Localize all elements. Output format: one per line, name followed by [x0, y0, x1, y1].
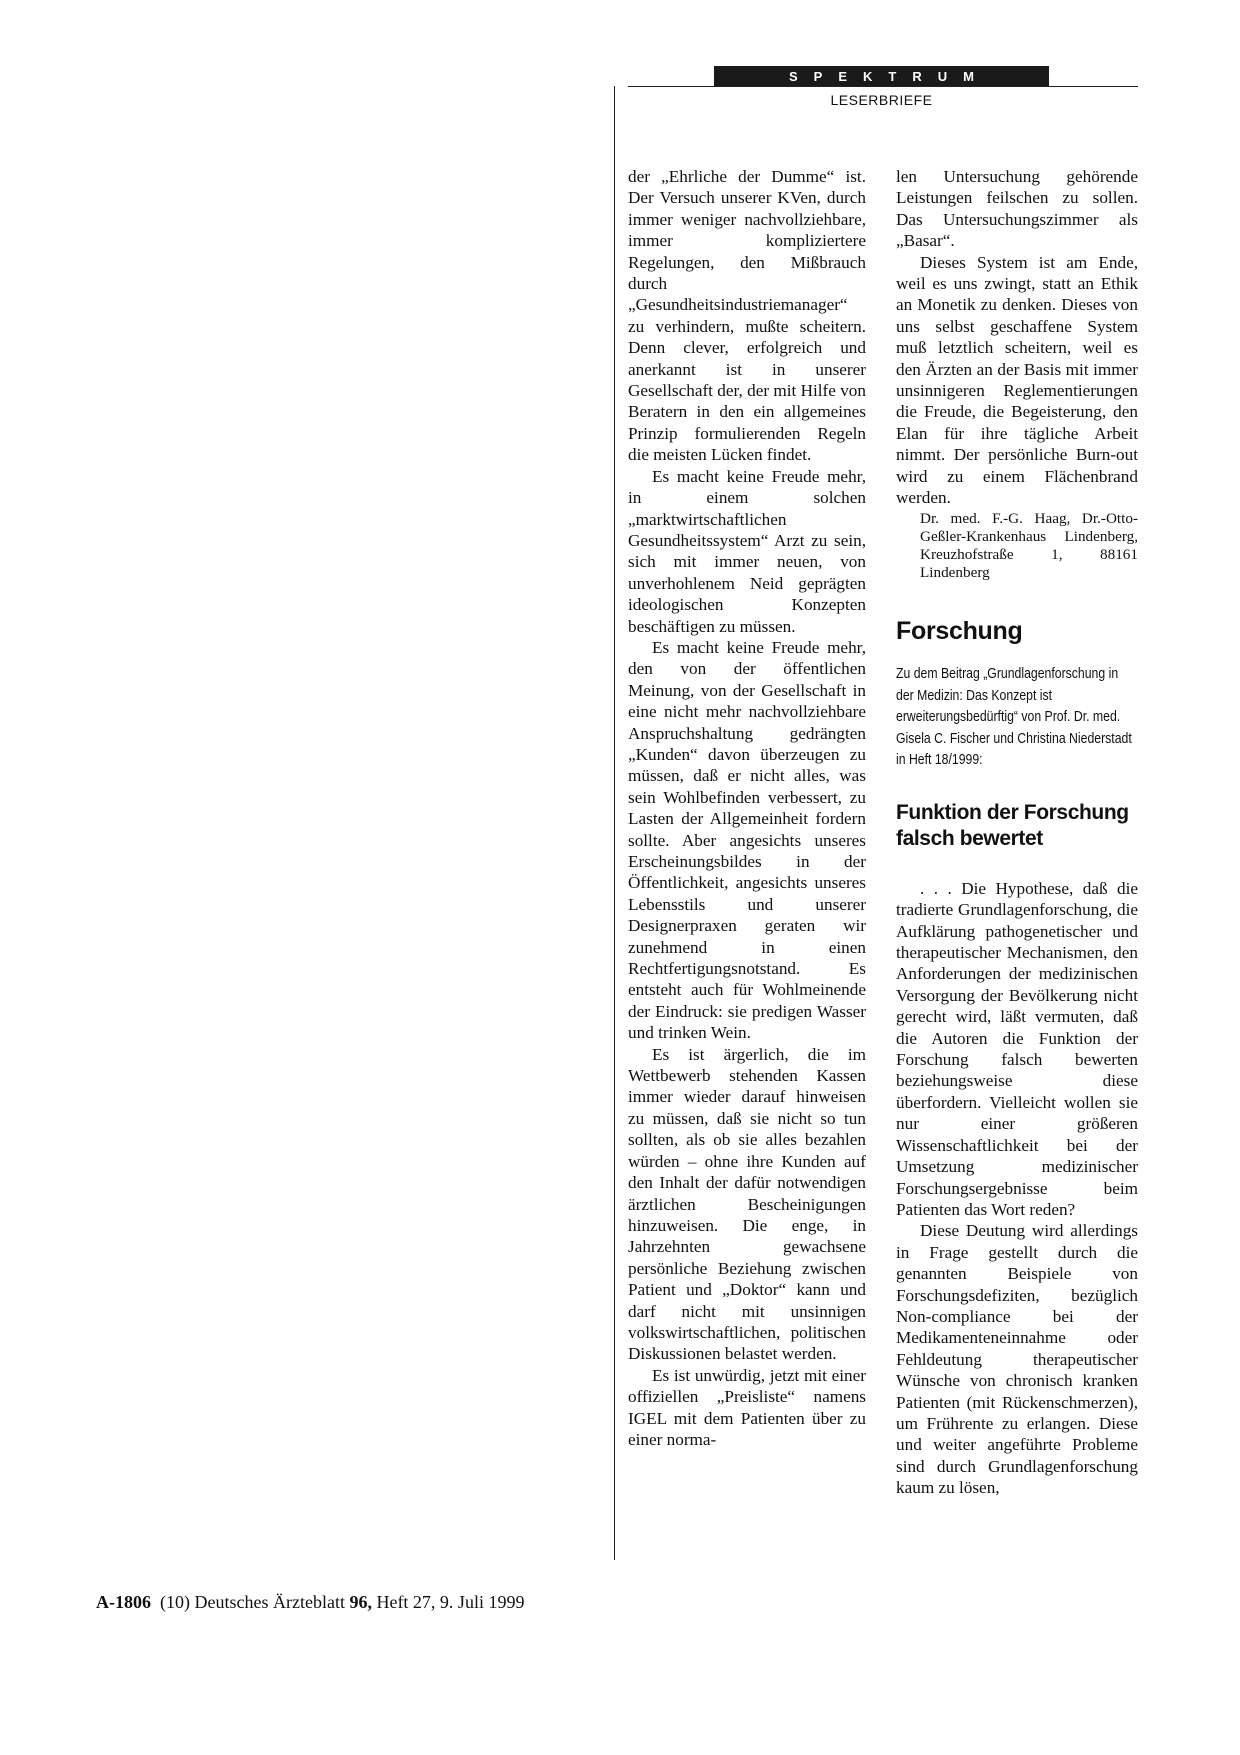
- paragraph: Es ist ärgerlich, die im Wettbewerb stehenden Kassen immer wieder darauf hinweisen zu müssen, daß sie nicht so tun sollten, als ob sie alles bezahlen würden – ohne ihre Kunden auf den Inhalt der dafür notwendigen ärztlichen Bescheinigungen hinzuweisen. Die enge, in Jahrzehnten gewachsene persönliche Beziehung zwischen Patient und „Doktor“ kann und darf nicht mit unsinnigen volkswirtschaftlichen, politischen Diskussionen belastet werden.: [628, 1044, 866, 1364]
- paragraph: Dieses System ist am Ende, weil es uns zwingt, statt an Ethik an Monetik zu denken. Dieses von uns selbst geschaffene System muß letztlich scheitern, weil es den Ärzten an der Basis mit immer unsinnigeren Reglementierungen die Freude, die Begeisterung, den Elan für ihre tägliche Arbeit nimmt. Der persönliche Burn-out wird zu einem Flächenbrand werden.: [896, 252, 1138, 508]
- paragraph: Diese Deutung wird allerdings in Frage gestellt durch die genannten Beispiele von Forschungsdefiziten, bezüglich Non-compliance bei der Medikamenteneinnahme oder Fehldeutung therapeutischer Wünsche von chronisch kranken Patienten (mit Rückenschmerzen), um Frührente zu erlangen. Diese und weiter angeführte Probleme sind durch Grundlagenforschung kaum zu lösen,: [896, 1221, 1138, 1498]
- right-column: [896, 166, 1138, 1499]
- letter-signature: Dr. med. F.-G. Haag, Dr.-Otto-Geßler-Krankenhaus Lindenberg, Kreuzhofstraße 1, 88161 Lindenberg: [920, 509, 1138, 582]
- paragraph: Es ist unwürdig, jetzt mit einer offiziellen „Preisliste“ namens IGEL mit dem Patienten über zu einer norma-: [628, 1365, 866, 1449]
- section-heading: Forschung: [896, 617, 1023, 646]
- paragraph: Es macht keine Freude mehr, den von der öffentlichen Meinung, von der Gesellschaft in eine nicht mehr nachvollziehbare Anspruchshaltung gedrängten „Kunden“ davon überzeugen zu müssen, daß er nicht alles, was sein Wohlbefinden verbessert, zu Lasten der Allgemeinheit fordern sollte. Aber angesichts unseres Erscheinungsbildes in der Öffentlichkeit, angesichts unseres Lebensstils und unserer Designerpraxen geraten wir zunehmend in einen Rechtfertigungsnotstand. Es entsteht auch für Wohlmeinende der Eindruck: sie predigen Wasser und trinken Wein.: [628, 637, 866, 1043]
- page-id: A-1806: [96, 1592, 151, 1612]
- paragraph: der „Ehrliche der Dumme“ ist. Der Versuch unserer KVen, durch immer weniger nachvollziehbare, immer kompliziertere Regelungen, den Mißbrauch durch „Gesundheitsindustriemanager“ zu verhindern, mußte scheitern. Denn clever, erfolgreich und anerkannt ist in unserer Gesellschaft der, der mit Hilfe von Beratern in den ein allgemeines Prinzip formulierenden Regeln die meisten Lücken findet.: [628, 167, 866, 465]
- article-reference: Zu dem Beitrag „Grundlagenforschung in der Medizin: Das Konzept ist erweiterungsbedürftig“ von Prof. Dr. med. Gisela C. Fischer und Christina Niederstadt in Heft 18/1999:: [896, 666, 1132, 769]
- header-rule: [628, 86, 1138, 87]
- left-column: [628, 166, 866, 1450]
- section-banner: SPEKTRUM: [714, 66, 1049, 87]
- subsection-label: LESERBRIEFE: [830, 92, 933, 108]
- paragraph: len Untersuchung gehörende Leistungen feilschen zu sollen. Das Untersuchungszimmer als „Basar“.: [896, 167, 1138, 251]
- letter-title: Funktion der Forschung falsch bewertet: [896, 800, 1129, 850]
- issue-date: Heft 27, 9. Juli 1999: [376, 1592, 525, 1612]
- volume: 96,: [349, 1592, 372, 1612]
- page-footer: [96, 1592, 524, 1613]
- page-number: (10): [160, 1592, 190, 1612]
- paragraph: . . . Die Hypothese, daß die tradierte Grundlagenforschung, die Aufklärung pathogenetischer und therapeutischer Mechanismen, den Anforderungen der medizinischen Versorgung der Bevölkerung nicht gerecht wird, läßt vermuten, daß die Autoren die Funktion der Forschung falsch bewerten beziehungsweise diese überfordern. Vielleicht wollen sie nur einer größeren Wissenschaftlichkeit bei der Umsetzung medizinischer Forschungsergebnisse beim Patienten das Wort reden?: [896, 878, 1138, 1219]
- journal-name: Deutsches Ärzteblatt: [194, 1592, 345, 1612]
- paragraph: Es macht keine Freude mehr, in einem solchen „marktwirtschaftlichen Gesundheitssystem“ Arzt zu sein, sich mit immer neuen, von unverhohlenem Neid geprägten ideologischen Konzepten beschäftigen zu müssen.: [628, 466, 866, 636]
- column-rule: [614, 86, 615, 1560]
